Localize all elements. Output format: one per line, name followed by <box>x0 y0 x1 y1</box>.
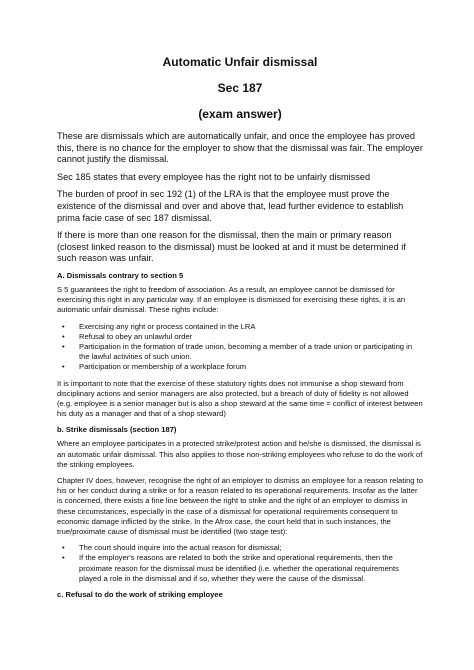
section-b-heading: b. Strike dismissals (section 187) <box>57 425 177 435</box>
section-b-bullet-list <box>57 543 423 584</box>
list-item-text: Participation in the formation of trade union, becoming a member of a trade union or participating in the lawful activities of such union. <box>79 341 413 362</box>
document-title: Automatic Unfair dismissal <box>162 55 318 69</box>
section-a-paragraph-1: S 5 guarantees the right to freedom of association. As a result, an employee cannot be dismissed for exercising this right in any particular way. If an employee is dismissed for exercising these rights, it is an automatic unfair dismissal. These rights include: <box>57 284 406 315</box>
bullet-icon: • <box>62 543 65 553</box>
list-item-text: Exercising any right or process contained in the LRA <box>79 321 256 331</box>
section-c-heading: c. Refusal to do the work of striking employee <box>57 590 223 600</box>
section-b-paragraph-2: Chapter IV does, however, recognise the right of an employer to dismiss an employee for a reason relating to his or her conduct during a strike or for a reason related to its operational requirements. Insofar as the latter is concerned, there exists a fine line between the right to strike and the right of an employer to dismiss in these circumstances, especially in the case of a dismissal for operational requirements consequent to economic damage inflicted by the strike. In the Afrox case, the court held that in such instances, the true/proximate cause of dismissal must be identified (two stage test): <box>57 475 423 536</box>
bullet-icon: • <box>62 321 65 331</box>
section-a-paragraph-2: It is important to note that the exercise of these statutory rights does not immunise a shop steward from disciplinary actions and senior managers are also protected, but a breach of duty of fidelity is not allowed (e.g. employee is a senior manager but is also a shop steward at the same time = conflict of interest between his duty as a manager and that of a shop steward) <box>57 378 423 419</box>
document-page <box>57 50 423 604</box>
list-item-text: Refusal to obey an unlawful order <box>79 331 193 341</box>
intro-paragraph-1: These are dismissals which are automatically unfair, and once the employee has proved this, there is no chance for the employer to show that the dismissal was fair. The employer cannot justify the dismissal. <box>57 131 423 165</box>
list-item <box>57 362 423 372</box>
bullet-icon: • <box>62 331 65 341</box>
list-item-text: Participation or membership of a workplace forum <box>79 362 247 372</box>
list-item <box>57 553 423 584</box>
list-item <box>57 543 423 553</box>
document-subtitle: (exam answer) <box>198 107 282 121</box>
list-item-text: If the employer's reasons are related to both the strike and operational requirements, then the proximate reason for the dismissal must be identified (i.e. whether the operational requirements played a role in the dismissal and if so, whether they were the cause of the dismissal. <box>79 553 399 583</box>
list-item <box>57 342 423 362</box>
list-item-text: The court should inquire into the actual reason for dismissal; <box>79 543 282 553</box>
bullet-icon: • <box>62 362 65 372</box>
section-b-paragraph-1: Where an employee participates in a protected strike/protest action and he/she is dismissed, the dismissal is an automatic unfair dismissal. This also applies to those non-striking employees who refuse to do the work of the striking employees. <box>57 439 423 469</box>
section-a-heading: A. Dismissals contrary to section 5 <box>57 270 184 280</box>
section-number: Sec 187 <box>217 81 263 95</box>
bullet-icon: • <box>62 341 65 351</box>
list-item <box>57 322 423 332</box>
list-item <box>57 332 423 342</box>
bullet-icon: • <box>62 553 65 563</box>
intro-paragraph-2: Sec 185 states that every employee has the right not to be unfairly dismissed <box>57 171 371 182</box>
intro-paragraph-4: If there is more than one reason for the dismissal, then the main or primary reason (closest linked reason to the dismissal) must be looked at and it must be determined if such reason was unfair. <box>57 230 406 264</box>
section-a-bullet-list <box>57 322 423 373</box>
intro-paragraph-3: The burden of proof in sec 192 (1) of the LRA is that the employee must prove the existence of the dismissal and over and above that, lead further evidence to establish prima facie case of sec 187 dismissal. <box>57 189 404 223</box>
